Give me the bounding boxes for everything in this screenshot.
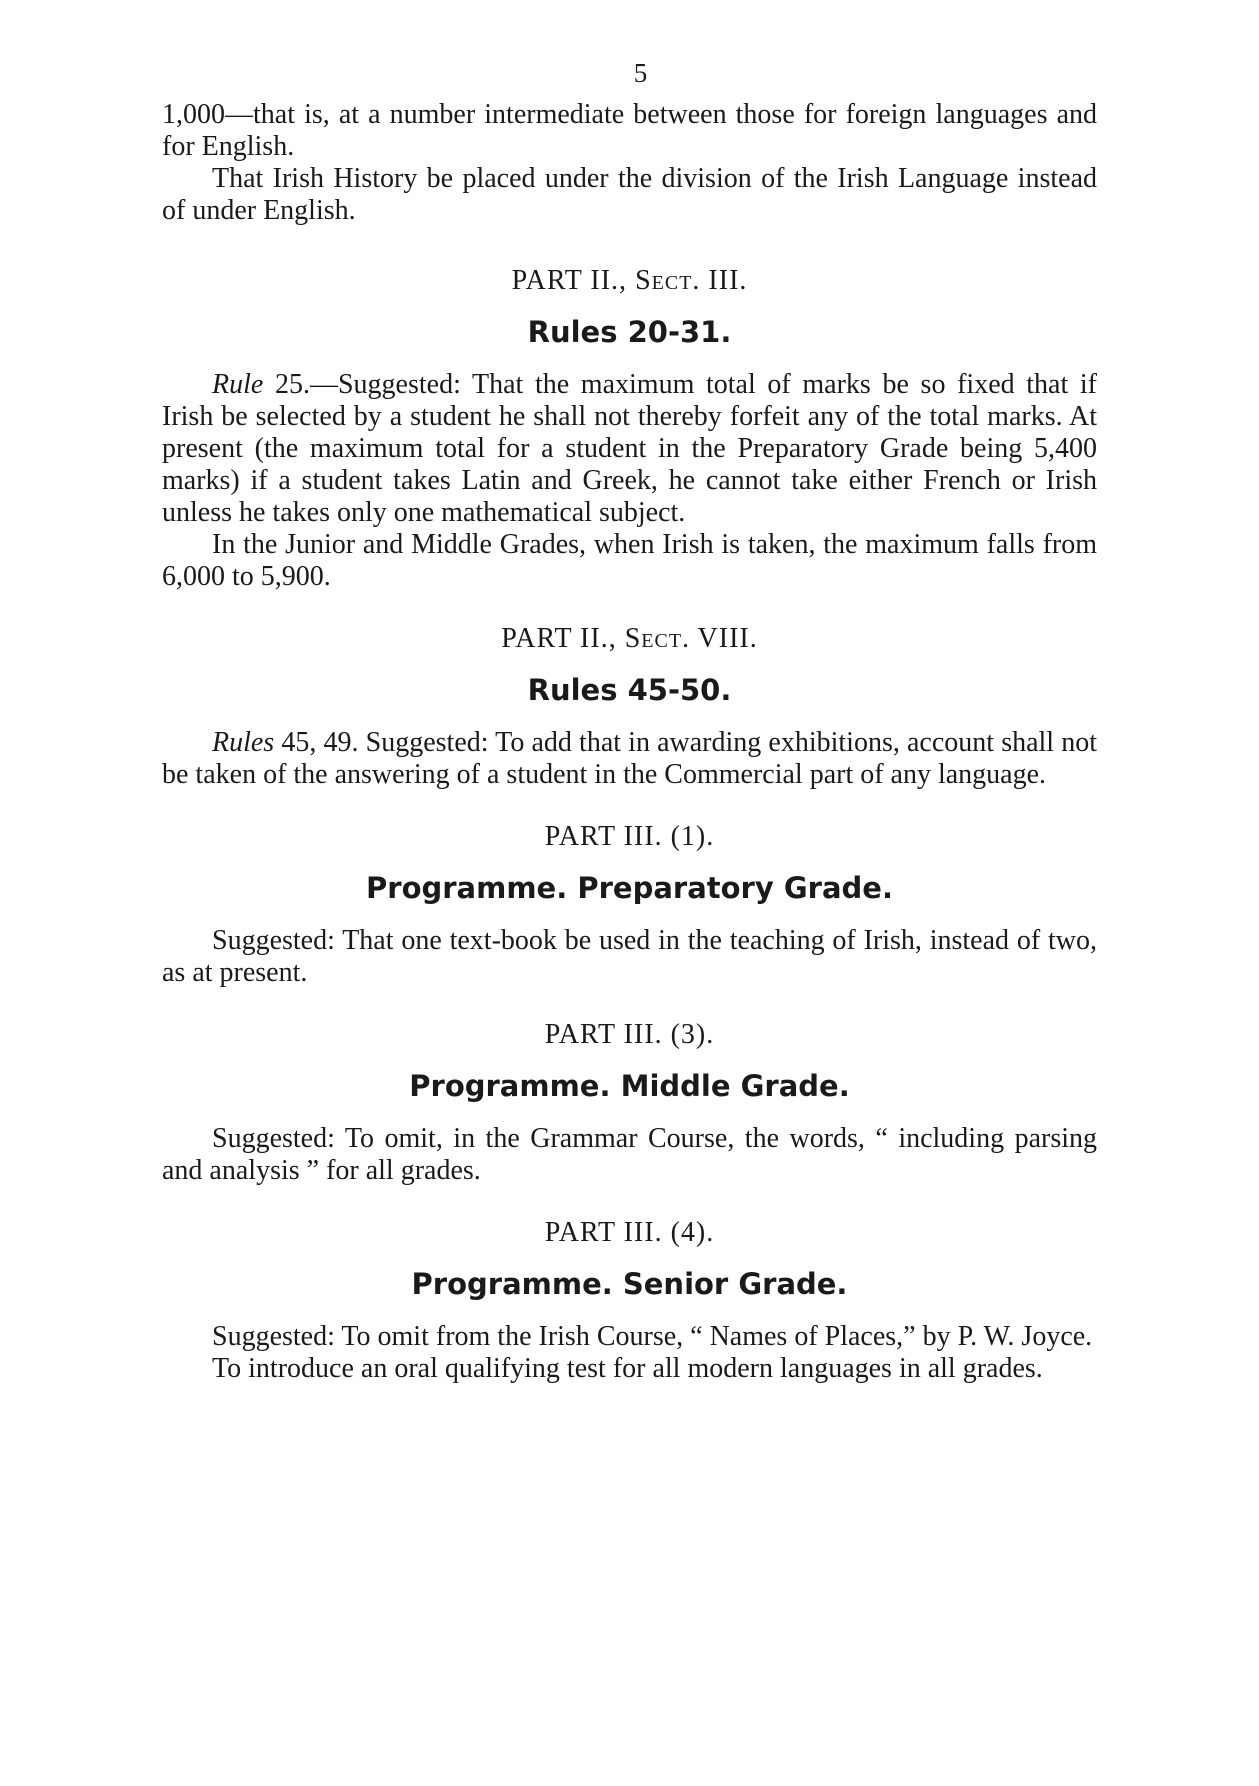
part-heading-tail: III. bbox=[700, 265, 748, 296]
part-heading-sect: Sect. bbox=[624, 623, 691, 654]
part-heading-sect: Sect. bbox=[635, 265, 701, 296]
section-part-3-1 bbox=[162, 821, 1097, 989]
rule-label: Rule bbox=[212, 369, 264, 400]
rule-number: 25. bbox=[263, 369, 310, 400]
rule-text: —Suggested: That the maximum total of marks be so fixed that if Irish be selected by a student he shall not thereby forfeit any of the total marks. At present (the maximum total for a student in the Preparatory Grade being 5,400 marks) if a student takes Latin and Greek, he cannot take either French or Irish unless he takes only one mathematical subject. bbox=[162, 369, 1098, 528]
part-heading-main: PART II., bbox=[511, 265, 636, 296]
part-heading-tail: VIII. bbox=[690, 623, 758, 654]
page-number: 5 bbox=[633, 58, 648, 88]
rule-text: Suggested: To add that in awarding exhibitions, account shall not be taken of the answering of a student in the Commercial part of any language. bbox=[162, 727, 1097, 790]
rule-heading: Programme. Preparatory Grade. bbox=[366, 871, 893, 905]
rule-number: 45, 49. bbox=[274, 727, 359, 758]
part-heading: PART III. (4). bbox=[544, 1217, 715, 1248]
intro-paragraph-2: That Irish History be placed under the division of the Irish Language instead of under English. bbox=[162, 163, 1097, 226]
section-part-3-3 bbox=[162, 1019, 1097, 1187]
section-part-2-sect-3 bbox=[162, 265, 1097, 593]
section-paragraph-2: In the Junior and Middle Grades, when Irish is taken, the maximum falls from 6,000 to 5,900. bbox=[162, 529, 1097, 592]
rule-heading: Rules 20-31. bbox=[527, 315, 732, 349]
section-part-3-4 bbox=[162, 1217, 1097, 1385]
section-paragraph bbox=[162, 727, 1097, 791]
section-paragraph bbox=[162, 369, 1097, 529]
intro-paragraph-1: 1,000—that is, at a number intermediate between those for foreign languages and for English. bbox=[162, 99, 1097, 162]
part-heading bbox=[162, 623, 1097, 655]
document-page bbox=[162, 58, 1097, 1385]
section-paragraph: Suggested: To omit from the Irish Course, “ Names of Places,” by P. W. Joyce. bbox=[212, 1321, 1093, 1352]
section-paragraph: Suggested: That one text-book be used in the teaching of Irish, instead of two, as at present. bbox=[162, 925, 1097, 988]
rule-label: Rules bbox=[212, 727, 275, 758]
rule-heading: Rules 45-50. bbox=[527, 673, 732, 707]
section-part-2-sect-8 bbox=[162, 623, 1097, 791]
rule-heading: Programme. Middle Grade. bbox=[409, 1069, 850, 1103]
part-heading-main: PART II., bbox=[501, 623, 625, 654]
section-paragraph-2: To introduce an oral qualifying test for all modern languages in all grades. bbox=[212, 1353, 1043, 1384]
part-heading bbox=[162, 265, 1097, 297]
part-heading: PART III. (1). bbox=[544, 821, 715, 852]
rule-heading: Programme. Senior Grade. bbox=[411, 1267, 848, 1301]
section-paragraph: Suggested: To omit, in the Grammar Course, the words, “ including parsing and analysis ” for all grades. bbox=[162, 1123, 1097, 1186]
part-heading: PART III. (3). bbox=[544, 1019, 715, 1050]
